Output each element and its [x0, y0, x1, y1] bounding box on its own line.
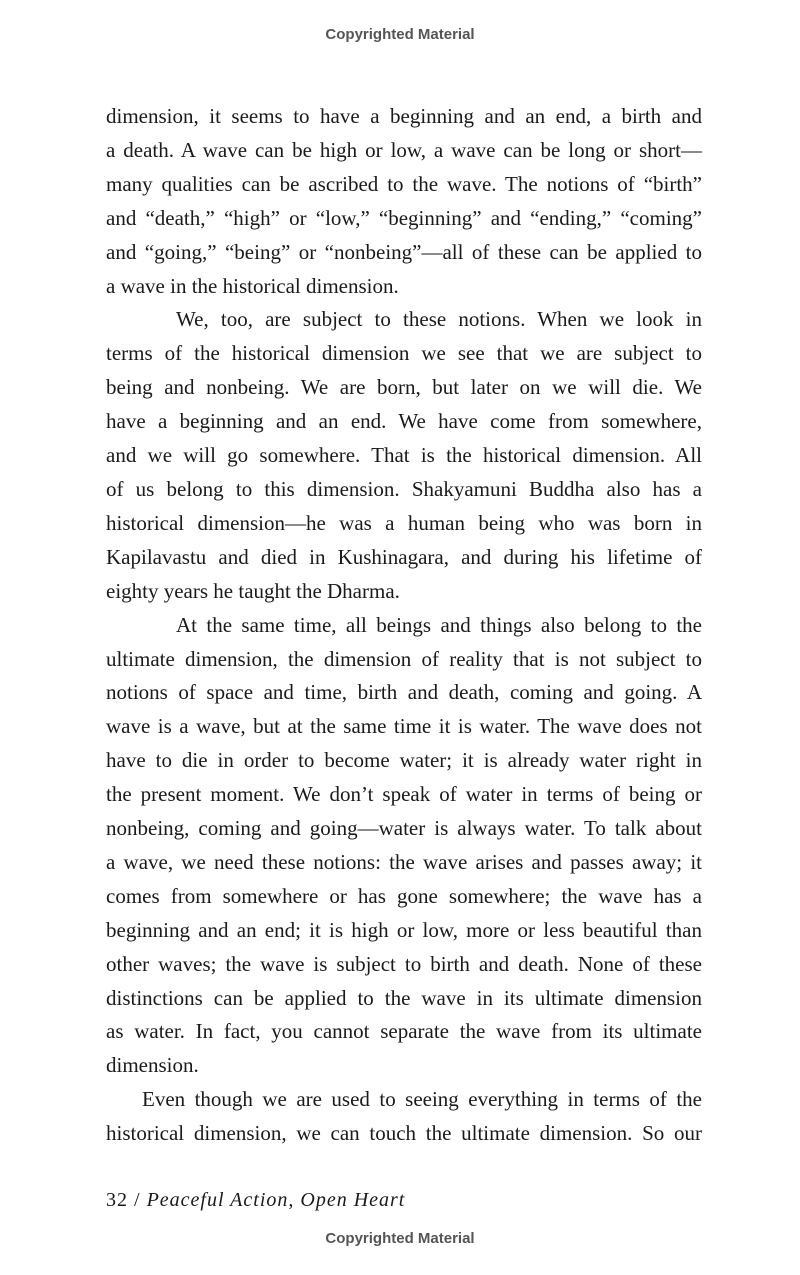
paragraph-start-line: Even though we are used to seeing everything in terms of the: [142, 1087, 702, 1112]
text-line: being and nonbeing. We are born, but later on we will die. We: [106, 375, 702, 400]
running-footer: [106, 1189, 405, 1212]
text-line: dimension, it seems to have a beginning and an end, a birth and: [106, 104, 702, 128]
text-line: the present moment. We don’t speak of water in terms of being or: [106, 782, 702, 807]
text-line: wave is a wave, but at the same time it is water. The wave does not: [106, 714, 702, 739]
text-line: have a beginning and an end. We have come from somewhere,: [106, 409, 702, 434]
text-line: Kapilavastu and died in Kushinagara, and during his lifetime of: [106, 544, 702, 569]
text-line: dimension.: [106, 1053, 199, 1078]
text-line: notions of space and time, birth and death, coming and going. A: [106, 680, 702, 705]
text-line: beginning and an end; it is high or low, more or less beautiful than: [106, 917, 702, 942]
text-line: nonbeing, coming and going—water is always water. To talk about: [106, 816, 702, 841]
text-line: historical dimension—he was a human being who was born in: [106, 510, 702, 535]
page-body-text: [106, 100, 702, 1151]
text-line: a death. A wave can be high or low, a wave can be long or short—: [106, 137, 702, 162]
text-line: and “going,” “being” or “nonbeing”—all of these can be applied to: [106, 239, 702, 264]
text-line: eighty years he taught the Dharma.: [106, 578, 400, 603]
text-line: ultimate dimension, the dimension of reality that is not subject to: [106, 646, 702, 671]
page-number: 32: [106, 1189, 128, 1211]
text-line: distinctions can be applied to the wave in its ultimate dimension: [106, 985, 702, 1010]
text-line: comes from somewhere or has gone somewhere; the wave has a: [106, 883, 702, 908]
text-line: have to die in order to become water; it is already water right in: [106, 748, 702, 773]
text-line: other waves; the wave is subject to birth and death. None of these: [106, 951, 702, 976]
text-line: terms of the historical dimension we see that we are subject to: [106, 341, 702, 366]
text-line: a wave in the historical dimension.: [106, 273, 399, 298]
text-line: and we will go somewhere. That is the historical dimension. All: [106, 443, 702, 468]
copyright-watermark-bottom: Copyrighted Material: [325, 1230, 475, 1247]
paragraph-start-line: We, too, are subject to these notions. When we look in: [176, 307, 702, 332]
text-line: historical dimension, we can touch the ultimate dimension. So our: [106, 1121, 702, 1146]
text-line: of us belong to this dimension. Shakyamuni Buddha also has a: [106, 476, 702, 501]
text-line: a wave, we need these notions: the wave arises and passes away; it: [106, 849, 702, 874]
text-line: as water. In fact, you cannot separate the wave from its ultimate: [106, 1019, 702, 1044]
book-title: Peaceful Action, Open Heart: [146, 1189, 406, 1211]
paragraph-start-line: At the same time, all beings and things also belong to the: [176, 612, 702, 637]
copyright-watermark-top: Copyrighted Material: [325, 26, 475, 43]
footer-separator: /: [134, 1189, 141, 1211]
text-line: many qualities can be ascribed to the wave. The notions of “birth”: [106, 171, 702, 196]
text-line: and “death,” “high” or “low,” “beginning” and “ending,” “coming”: [106, 205, 702, 230]
